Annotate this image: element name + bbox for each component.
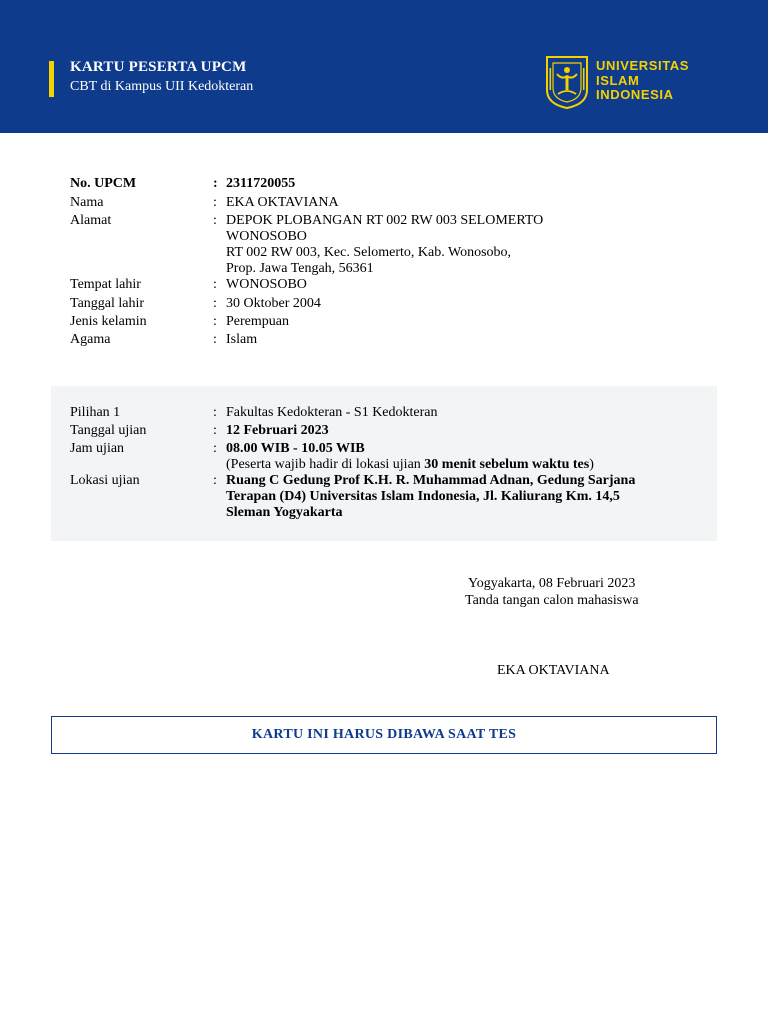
field-colon: : — [213, 296, 217, 311]
university-name-line: UNIVERSITAS — [596, 58, 690, 73]
alamat-line: Prop. Jawa Tengah, 56361 — [226, 261, 374, 276]
field-label: Tanggal lahir — [70, 296, 145, 311]
field-label: Lokasi ujian — [70, 473, 140, 488]
field-label: No. UPCM — [70, 176, 137, 191]
tempat-lahir-value: WONOSOBO — [226, 277, 307, 292]
uii-emblem-icon — [544, 54, 590, 110]
tanggal-ujian-value: 12 Februari 2023 — [226, 423, 329, 438]
lokasi-line: Ruang C Gedung Prof K.H. R. Muhammad Adnan, Gedung Sarjana — [226, 473, 636, 488]
field-colon: : — [213, 441, 217, 456]
field-colon: : — [213, 195, 217, 210]
alamat-line: DEPOK PLOBANGAN RT 002 RW 003 SELOMERTO — [226, 213, 544, 228]
note-prefix: (Peserta wajib hadir di lokasi ujian — [226, 457, 425, 472]
lokasi-line: Sleman Yogyakarta — [226, 505, 343, 520]
jenis-kelamin-value: Perempuan — [226, 314, 289, 329]
field-label: Alamat — [70, 213, 112, 228]
note-suffix: ) — [589, 457, 594, 472]
card-title: KARTU PESERTA UPCM — [70, 59, 247, 75]
field-colon: : — [213, 314, 217, 329]
card-subtitle: CBT di Kampus UII Kedokteran — [70, 79, 254, 94]
tanggal-lahir-value: 30 Oktober 2004 — [226, 296, 321, 311]
field-colon: : — [213, 213, 217, 228]
notice-box — [51, 716, 717, 754]
field-colon: : — [213, 277, 217, 292]
field-colon: : — [213, 176, 218, 191]
signature-caption: Tanda tangan calon mahasiswa — [465, 593, 639, 608]
notice-text: KARTU INI HARUS DIBAWA SAAT TES — [251, 727, 517, 742]
signature-place-date: Yogyakarta, 08 Februari 2023 — [468, 576, 636, 591]
field-label: Pilihan 1 — [70, 405, 121, 420]
university-name — [596, 59, 689, 103]
university-name-line: ISLAM — [596, 72, 640, 88]
field-label: Jam ujian — [70, 441, 125, 456]
university-name-line: INDONESIA — [596, 87, 674, 102]
header-accent-bar — [49, 61, 54, 97]
field-colon: : — [213, 423, 217, 438]
agama-value: Islam — [226, 332, 258, 347]
pilihan-value: Fakultas Kedokteran - S1 Kedokteran — [226, 405, 438, 420]
field-label: Agama — [70, 332, 111, 347]
field-colon: : — [213, 332, 217, 347]
field-label: Tempat lahir — [70, 277, 141, 292]
card-header — [0, 0, 768, 133]
lokasi-line: Terapan (D4) Universitas Islam Indonesia, Jl. Kaliurang Km. 14,5 — [226, 489, 620, 504]
jam-ujian-note — [226, 457, 594, 473]
alamat-line: RT 002 RW 003, Kec. Selomerto, Kab. Wonosobo, — [226, 245, 512, 260]
field-label: Tanggal ujian — [70, 423, 147, 438]
field-colon: : — [213, 473, 217, 488]
field-label: Jenis kelamin — [70, 314, 147, 329]
signature-name: EKA OKTAVIANA — [497, 663, 610, 678]
field-label: Nama — [70, 195, 104, 210]
jam-ujian-value: 08.00 WIB - 10.05 WIB — [226, 441, 365, 456]
alamat-line: WONOSOBO — [226, 229, 307, 244]
note-emphasis: 30 menit sebelum waktu tes — [424, 457, 590, 472]
nama-value: EKA OKTAVIANA — [226, 195, 339, 210]
field-colon: : — [213, 405, 217, 420]
no-upcm-value: 2311720055 — [226, 176, 296, 191]
